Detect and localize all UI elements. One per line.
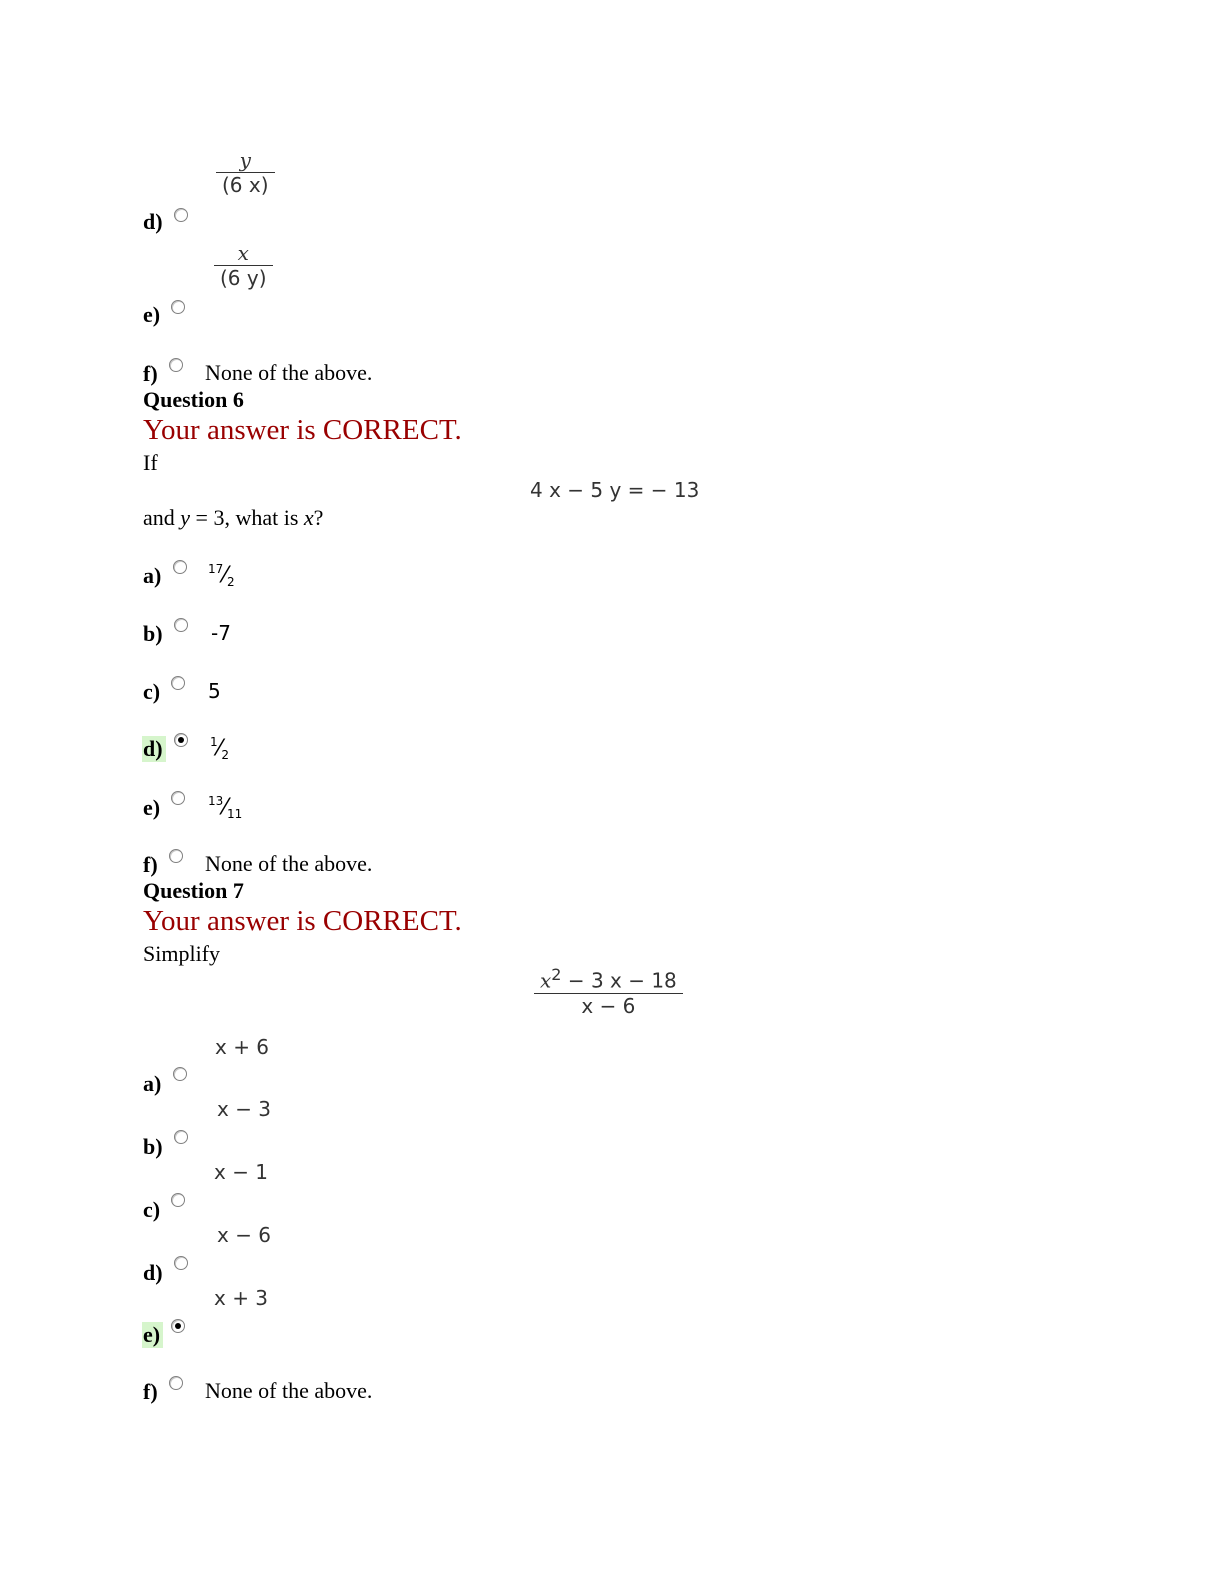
q5-option-d-radio[interactable]: [174, 208, 188, 222]
q6-option-c-radio[interactable]: [171, 676, 185, 690]
q6-option-b-radio[interactable]: [174, 618, 188, 632]
q7-option-c-label: c): [143, 1197, 161, 1222]
prompt-question-mark: ?: [313, 505, 324, 530]
q6-option-e-value: $^{13}⁄_{11}$: [208, 794, 243, 821]
question-6-prompt: [143, 505, 323, 531]
q5-option-f-text: None of the above.: [205, 360, 373, 385]
q6-option-a-label: a): [143, 563, 162, 588]
frac-denominator: (6 x): [216, 172, 275, 197]
expression-denominator: x − 6: [534, 993, 683, 1018]
fraction-numerator: 13: [208, 794, 224, 808]
q7-option-a-expression: x + 6: [215, 1035, 270, 1059]
numerator-rest: − 3 x − 18: [567, 968, 677, 993]
fraction-numerator: 17: [208, 562, 224, 576]
q5-option-d-label: d): [143, 209, 163, 234]
frac-denominator: (6 y): [214, 265, 273, 290]
q6-option-f-radio[interactable]: [169, 849, 183, 863]
q7-option-e-label: e): [142, 1322, 163, 1348]
q7-option-d-radio[interactable]: [174, 1256, 188, 1270]
frac-numerator: y: [239, 148, 251, 172]
q6-option-b-value: -7: [211, 621, 231, 645]
q7-option-f-radio[interactable]: [169, 1376, 183, 1390]
q5-option-f-radio[interactable]: [169, 358, 183, 372]
q6-option-e-label: e): [143, 795, 161, 820]
q7-option-f-text: None of the above.: [205, 1378, 373, 1403]
fraction-denominator: 11: [226, 807, 243, 821]
q7-option-e-expression: x + 3: [214, 1286, 269, 1310]
q6-option-d-radio[interactable]: [174, 733, 188, 747]
q7-option-b-label: b): [143, 1134, 163, 1159]
q5-option-d-expression: [216, 148, 275, 197]
q5-option-e-radio[interactable]: [171, 300, 185, 314]
question-7-status: Your answer is CORRECT.: [143, 905, 462, 937]
q6-option-a-value: $^{17}⁄_2$: [208, 562, 235, 589]
prompt-variable-y: y: [180, 505, 191, 530]
prompt-variable-x: x: [303, 505, 314, 530]
question-6-title: Question 6: [143, 387, 244, 412]
q5-option-e-label: e): [143, 302, 161, 327]
question-7-expression: [534, 965, 683, 1018]
q7-option-d-expression: x − 6: [217, 1223, 272, 1247]
q6-option-f-label: f): [143, 852, 158, 877]
question-6-status: Your answer is CORRECT.: [143, 414, 462, 446]
q6-option-c-value: 5: [208, 679, 221, 703]
prompt-middle: = 3, what is: [195, 505, 299, 530]
q7-option-c-expression: x − 1: [214, 1160, 269, 1184]
q5-option-e-expression: [214, 241, 273, 290]
question-6-prompt-if: If: [143, 450, 158, 475]
expression-numerator: [534, 965, 683, 993]
q5-option-f-label: f): [143, 361, 158, 386]
q7-option-d-label: d): [143, 1260, 163, 1285]
q6-option-c-label: c): [143, 679, 161, 704]
q7-option-a-radio[interactable]: [173, 1067, 187, 1081]
q7-option-b-radio[interactable]: [174, 1130, 188, 1144]
numerator-variable: x: [540, 968, 552, 993]
fraction-denominator: 2: [226, 575, 235, 589]
q6-option-a-radio[interactable]: [173, 560, 187, 574]
question-7-prompt: Simplify: [143, 941, 221, 966]
q7-option-a-label: a): [143, 1071, 162, 1096]
q7-option-c-radio[interactable]: [171, 1193, 185, 1207]
q7-option-f-label: f): [143, 1379, 158, 1404]
q6-option-d-value: $^1⁄_2$: [210, 735, 229, 762]
fraction-denominator: 2: [221, 748, 229, 762]
numerator-exponent: 2: [551, 965, 562, 984]
q7-option-b-expression: x − 3: [217, 1097, 272, 1121]
q7-option-e-radio[interactable]: [171, 1319, 185, 1333]
frac-numerator: x: [237, 241, 249, 265]
q6-option-f-text: None of the above.: [205, 851, 373, 876]
q6-option-b-label: b): [143, 621, 163, 646]
q6-option-e-radio[interactable]: [171, 791, 185, 805]
question-7-title: Question 7: [143, 878, 244, 903]
q6-option-d-label: d): [142, 736, 166, 762]
fraction-numerator: 1: [210, 735, 218, 749]
prompt-and: and: [143, 505, 175, 530]
question-6-equation: 4 x − 5 y = − 13: [530, 478, 700, 502]
